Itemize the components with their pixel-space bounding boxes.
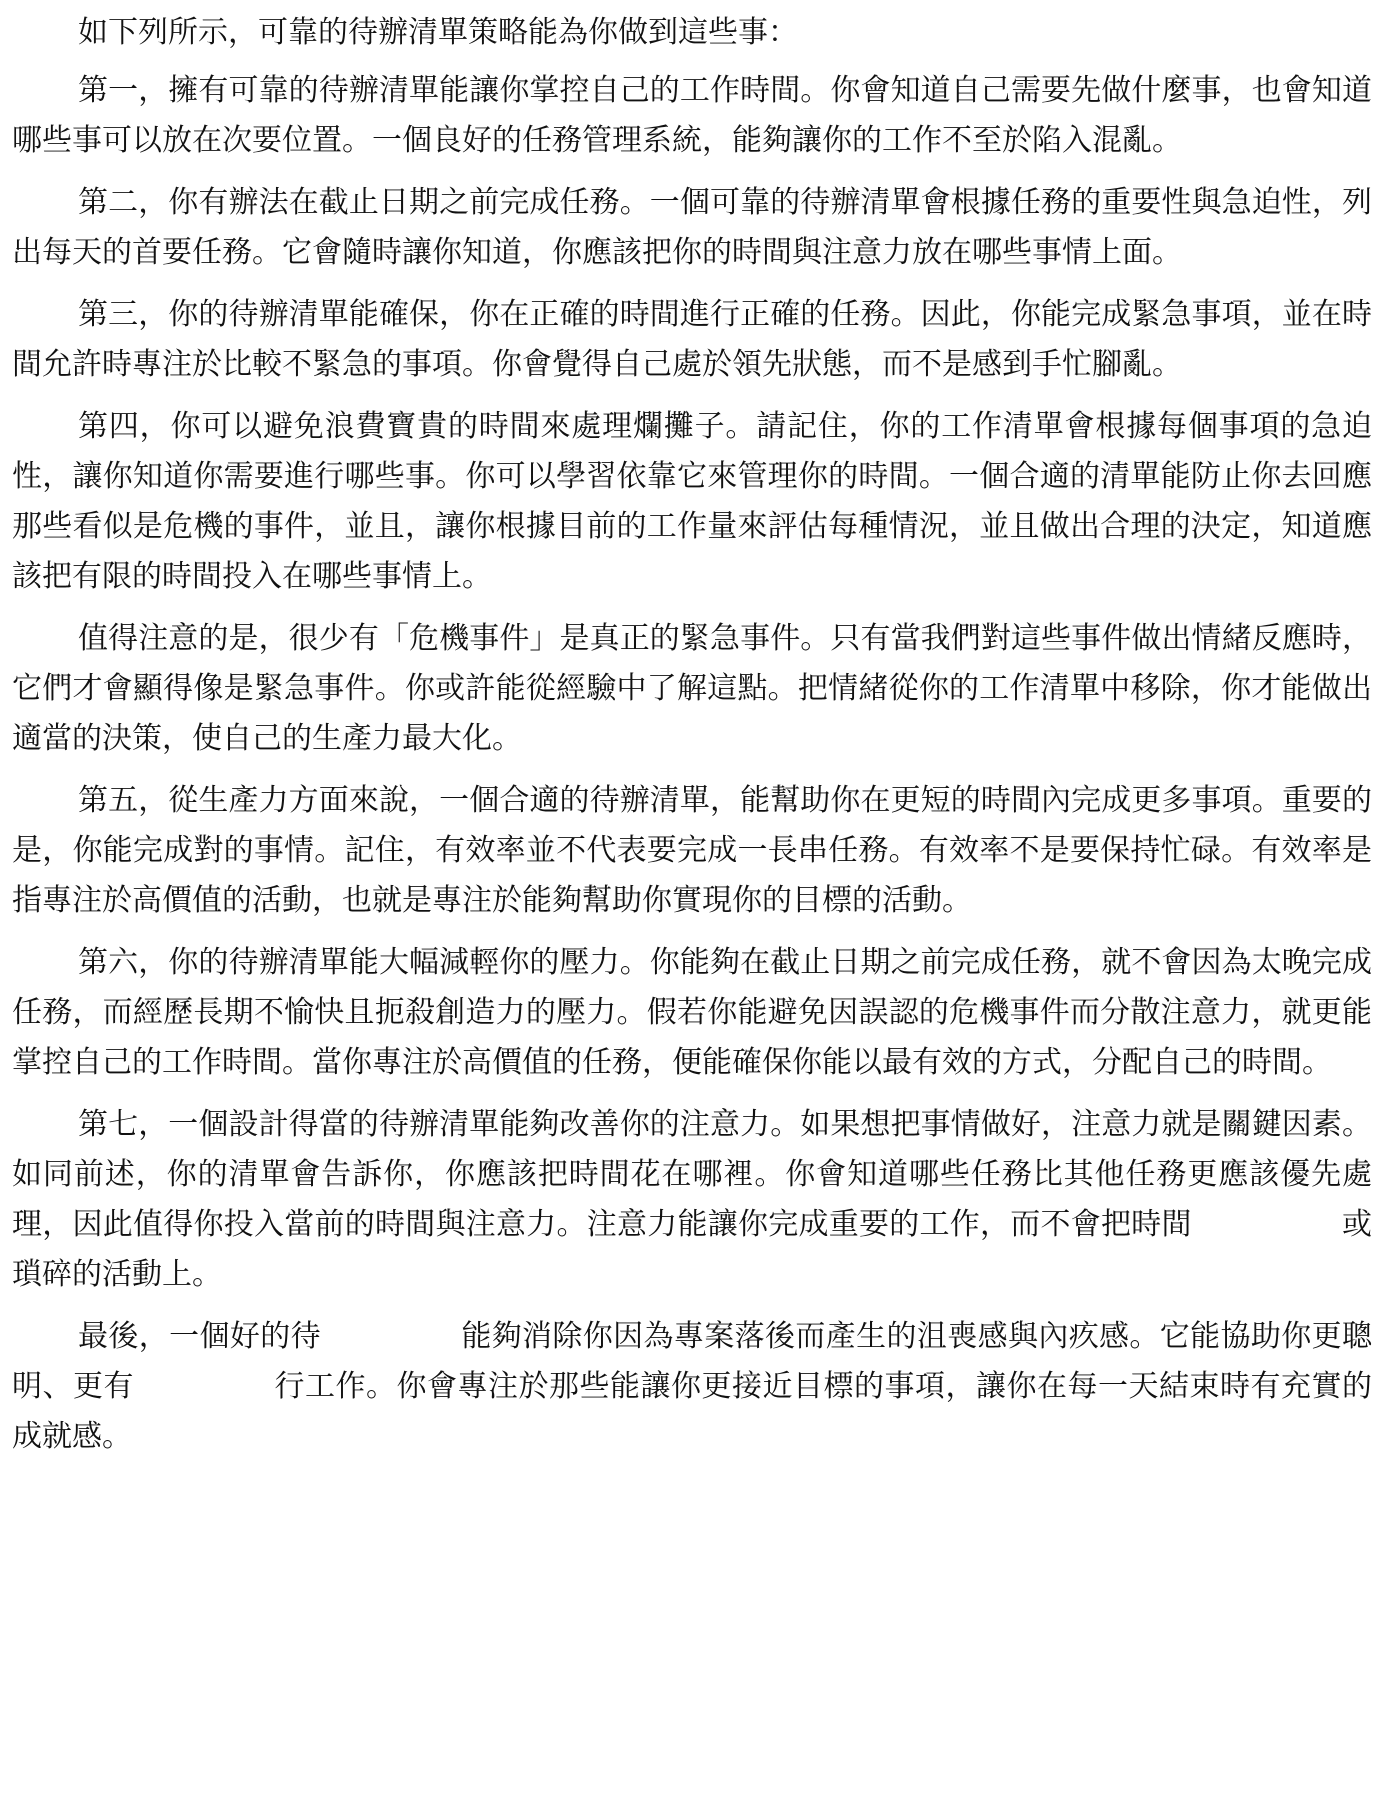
- paragraph-final-part1: 最後，一個好的待: [78, 1319, 321, 1354]
- paragraph-sixth: 第六，你的待辦清單能大幅減輕你的壓力。你能夠在截止日期之前完成任務，就不會因為太晚完成任務，而經歷長期不愉快且扼殺創造力的壓力。假若你能避免因誤認的危機事件而分散注意力，就更能掌控自己的工作時間。當你專注於高價值的任務，便能確保你能以最有效的方式，分配自己的時間。: [12, 945, 1372, 1080]
- paragraph-fifth: 第五，從生產力方面來說，一個合適的待辦清單，能幫助你在更短的時間內完成更多事項。重要的是，你能完成對的事情。記住，有效率並不代表要完成一長串任務。有效率不是要保持忙碌。有效率是指專注於高價值的活動，也就是專注於能夠幫助你實現你的目標的活動。: [12, 783, 1372, 918]
- paragraph-third: 第三，你的待辦清單能確保，你在正確的時間進行正確的任務。因此，你能完成緊急事項，並在時間允許時專注於比較不緊急的事項。你會覺得自己處於領先狀態，而不是感到手忙腳亂。: [12, 297, 1372, 382]
- paragraph-first: 第一，擁有可靠的待辦清單能讓你掌控自己的工作時間。你會知道自己需要先做什麼事，也會知道哪些事可以放在次要位置。一個良好的任務管理系統，能夠讓你的工作不至於陷入混亂。: [12, 73, 1372, 158]
- document-page: [12, 8, 1372, 1474]
- paragraph-seventh-text: 第七，一個設計得當的待辦清單能夠改善你的注意力。如果想把事情做好，注意力就是關鍵因素。如同前述，你的清單會告訴你，你應該把時間花在哪裡。你會知道哪些任務比其他任務更應該優先處理，因此值得你投入當前的時間與注意力。注意力能讓你完成重要的工作，而不會把時間: [12, 1107, 1372, 1242]
- paragraph-final: [12, 1312, 1372, 1462]
- paragraph-second: 第二，你有辦法在截止日期之前完成任務。一個可靠的待辦清單會根據任務的重要性與急迫性，列出每天的首要任務。它會隨時讓你知道，你應該把你的時間與注意力放在哪些事情上面。: [12, 185, 1372, 270]
- intro-paragraph: 如下列所示，可靠的待辦清單策略能為你做到這些事：: [78, 15, 798, 50]
- paragraph-note: 值得注意的是，很少有「危機事件」是真正的緊急事件。只有當我們對這些事件做出情緒反應時，它們才會顯得像是緊急事件。你或許能從經驗中了解這點。把情緒從你的工作清單中移除，你才能做出適當的決策，使自己的生產力最大化。: [12, 621, 1372, 756]
- paragraph-seventh-tail: 或瑣碎的活動上。: [12, 1207, 1372, 1292]
- paragraph-final-part2: 能夠消除你因為專案落後而產生的沮喪感與內疚感。它能協助你更聰明、更有: [12, 1319, 1373, 1404]
- paragraph-final-part3: 行工作。你會專注於那些能讓你更接近目標的事項，讓你在每一天結束時有充實的成就感。: [12, 1369, 1372, 1454]
- paragraph-fourth: 第四，你可以避免浪費寶貴的時間來處理爛攤子。請記住，你的工作清單會根據每個事項的急迫性，讓你知道你需要進行哪些事。你可以學習依靠它來管理你的時間。一個合適的清單能防止你去回應那些看似是危機的事件，並且，讓你根據目前的工作量來評估每種情況，並且做出合理的決定，知道應該把有限的時間投入在哪些事情上。: [12, 409, 1372, 594]
- paragraph-seventh: [12, 1100, 1372, 1300]
